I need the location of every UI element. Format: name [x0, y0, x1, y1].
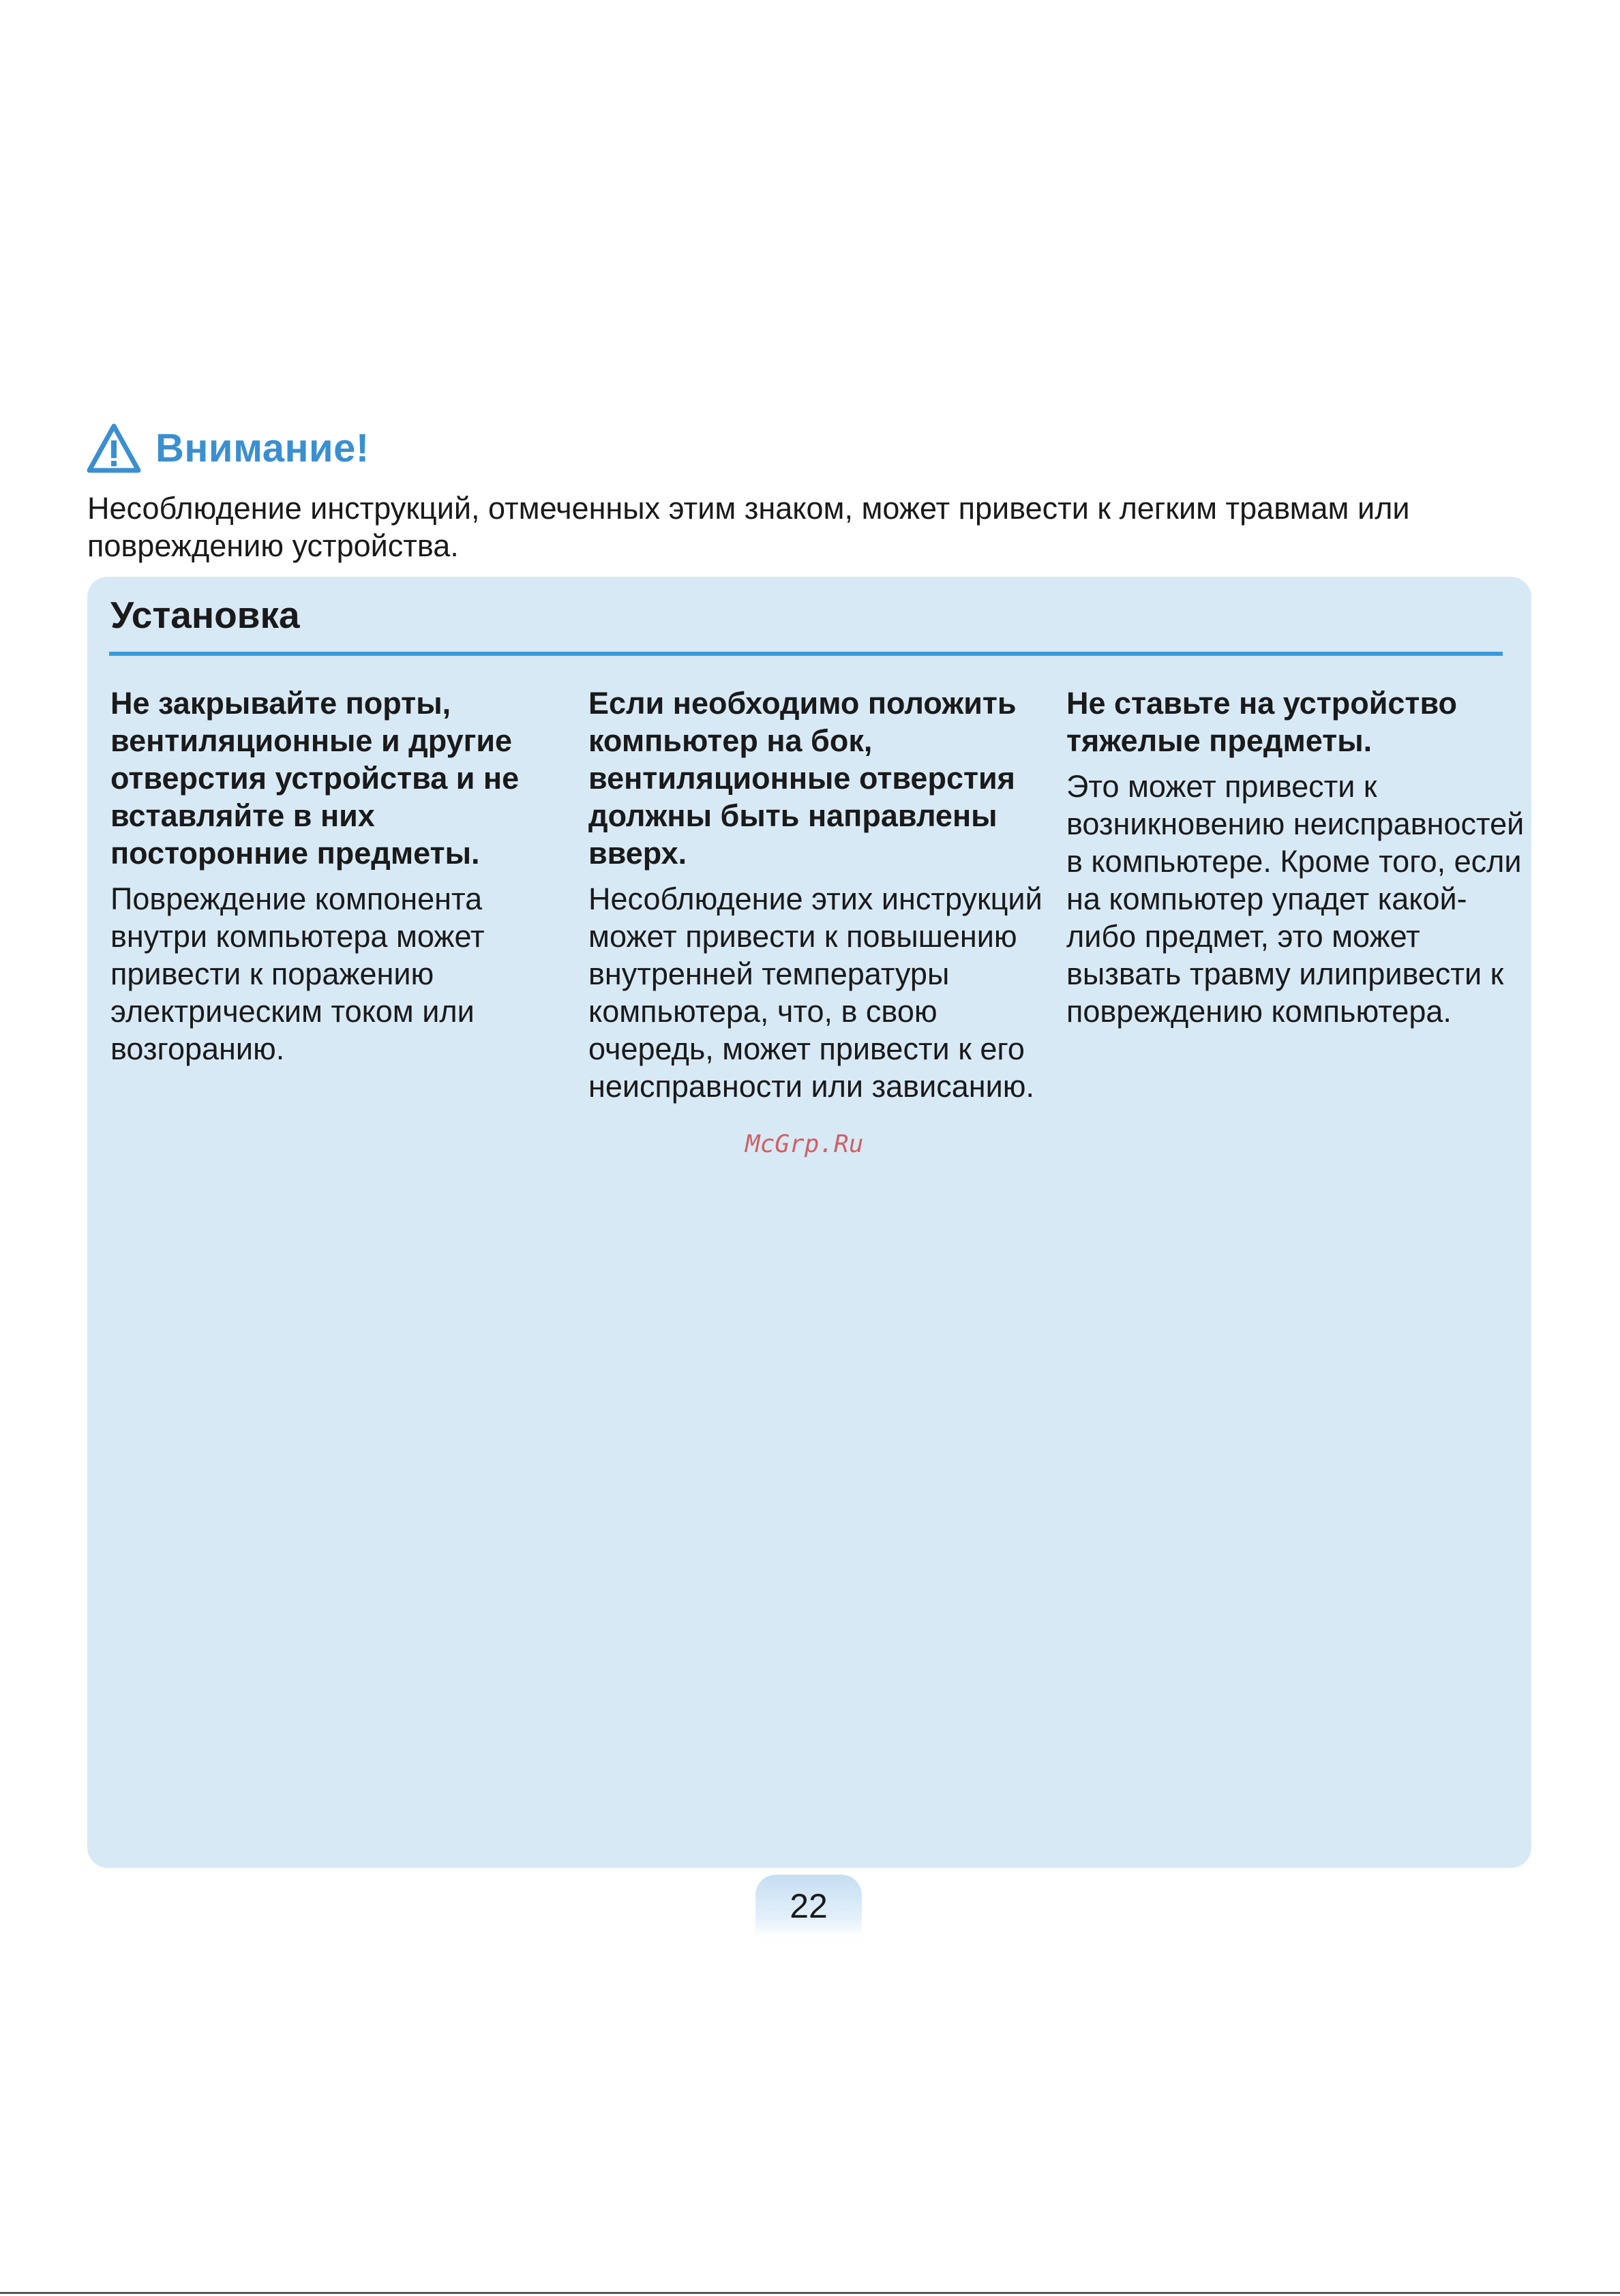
panel-title: Установка [110, 594, 300, 636]
column-lead: Не закрывайте порты, вентиляционные и другие отверстия устройства и не вставляйте в них посторонние предметы. [110, 686, 520, 871]
warning-triangle-icon [86, 423, 142, 473]
column-body: Повреждение компонента внутри компьютера может привести к поражению электрическим током или возгоранию. [110, 881, 485, 1066]
installation-panel [87, 577, 1531, 1868]
watermark: McGrp.Ru [745, 1130, 864, 1158]
column-ports [110, 684, 574, 1068]
column-lead: Если необходимо положить компьютер на бок, вентиляционные отверстия должны быть направлены вверх. [588, 686, 1017, 871]
column-lead: Не ставьте на устройство тяжелые предметы. [1066, 686, 1458, 758]
warning-heading [86, 420, 370, 476]
column-body: Несоблюдение этих инструкций может привести к повышению внутренней температуры компьютера, что, в свою очередь, может привести к его неисправности или зависанию. [588, 881, 1042, 1104]
column-side-placement [588, 684, 1052, 1105]
page-number: 22 [755, 1875, 862, 1937]
column-heavy-objects [1066, 684, 1530, 1030]
warning-description: Несоблюдение инструкций, отмеченных этим знаком, может привести к легким травмам или повреждению устройства. [87, 491, 1410, 563]
panel-divider [109, 652, 1503, 656]
bottom-border [0, 2292, 1620, 2294]
column-body: Это может привести к возникновению неисправностей в компьютере. Кроме того, если на компьютер упадет какой-либо предмет, это может вызвать травму илипривести к повреждению компьютера. [1066, 769, 1525, 1029]
warning-title: Внимание! [155, 425, 370, 470]
